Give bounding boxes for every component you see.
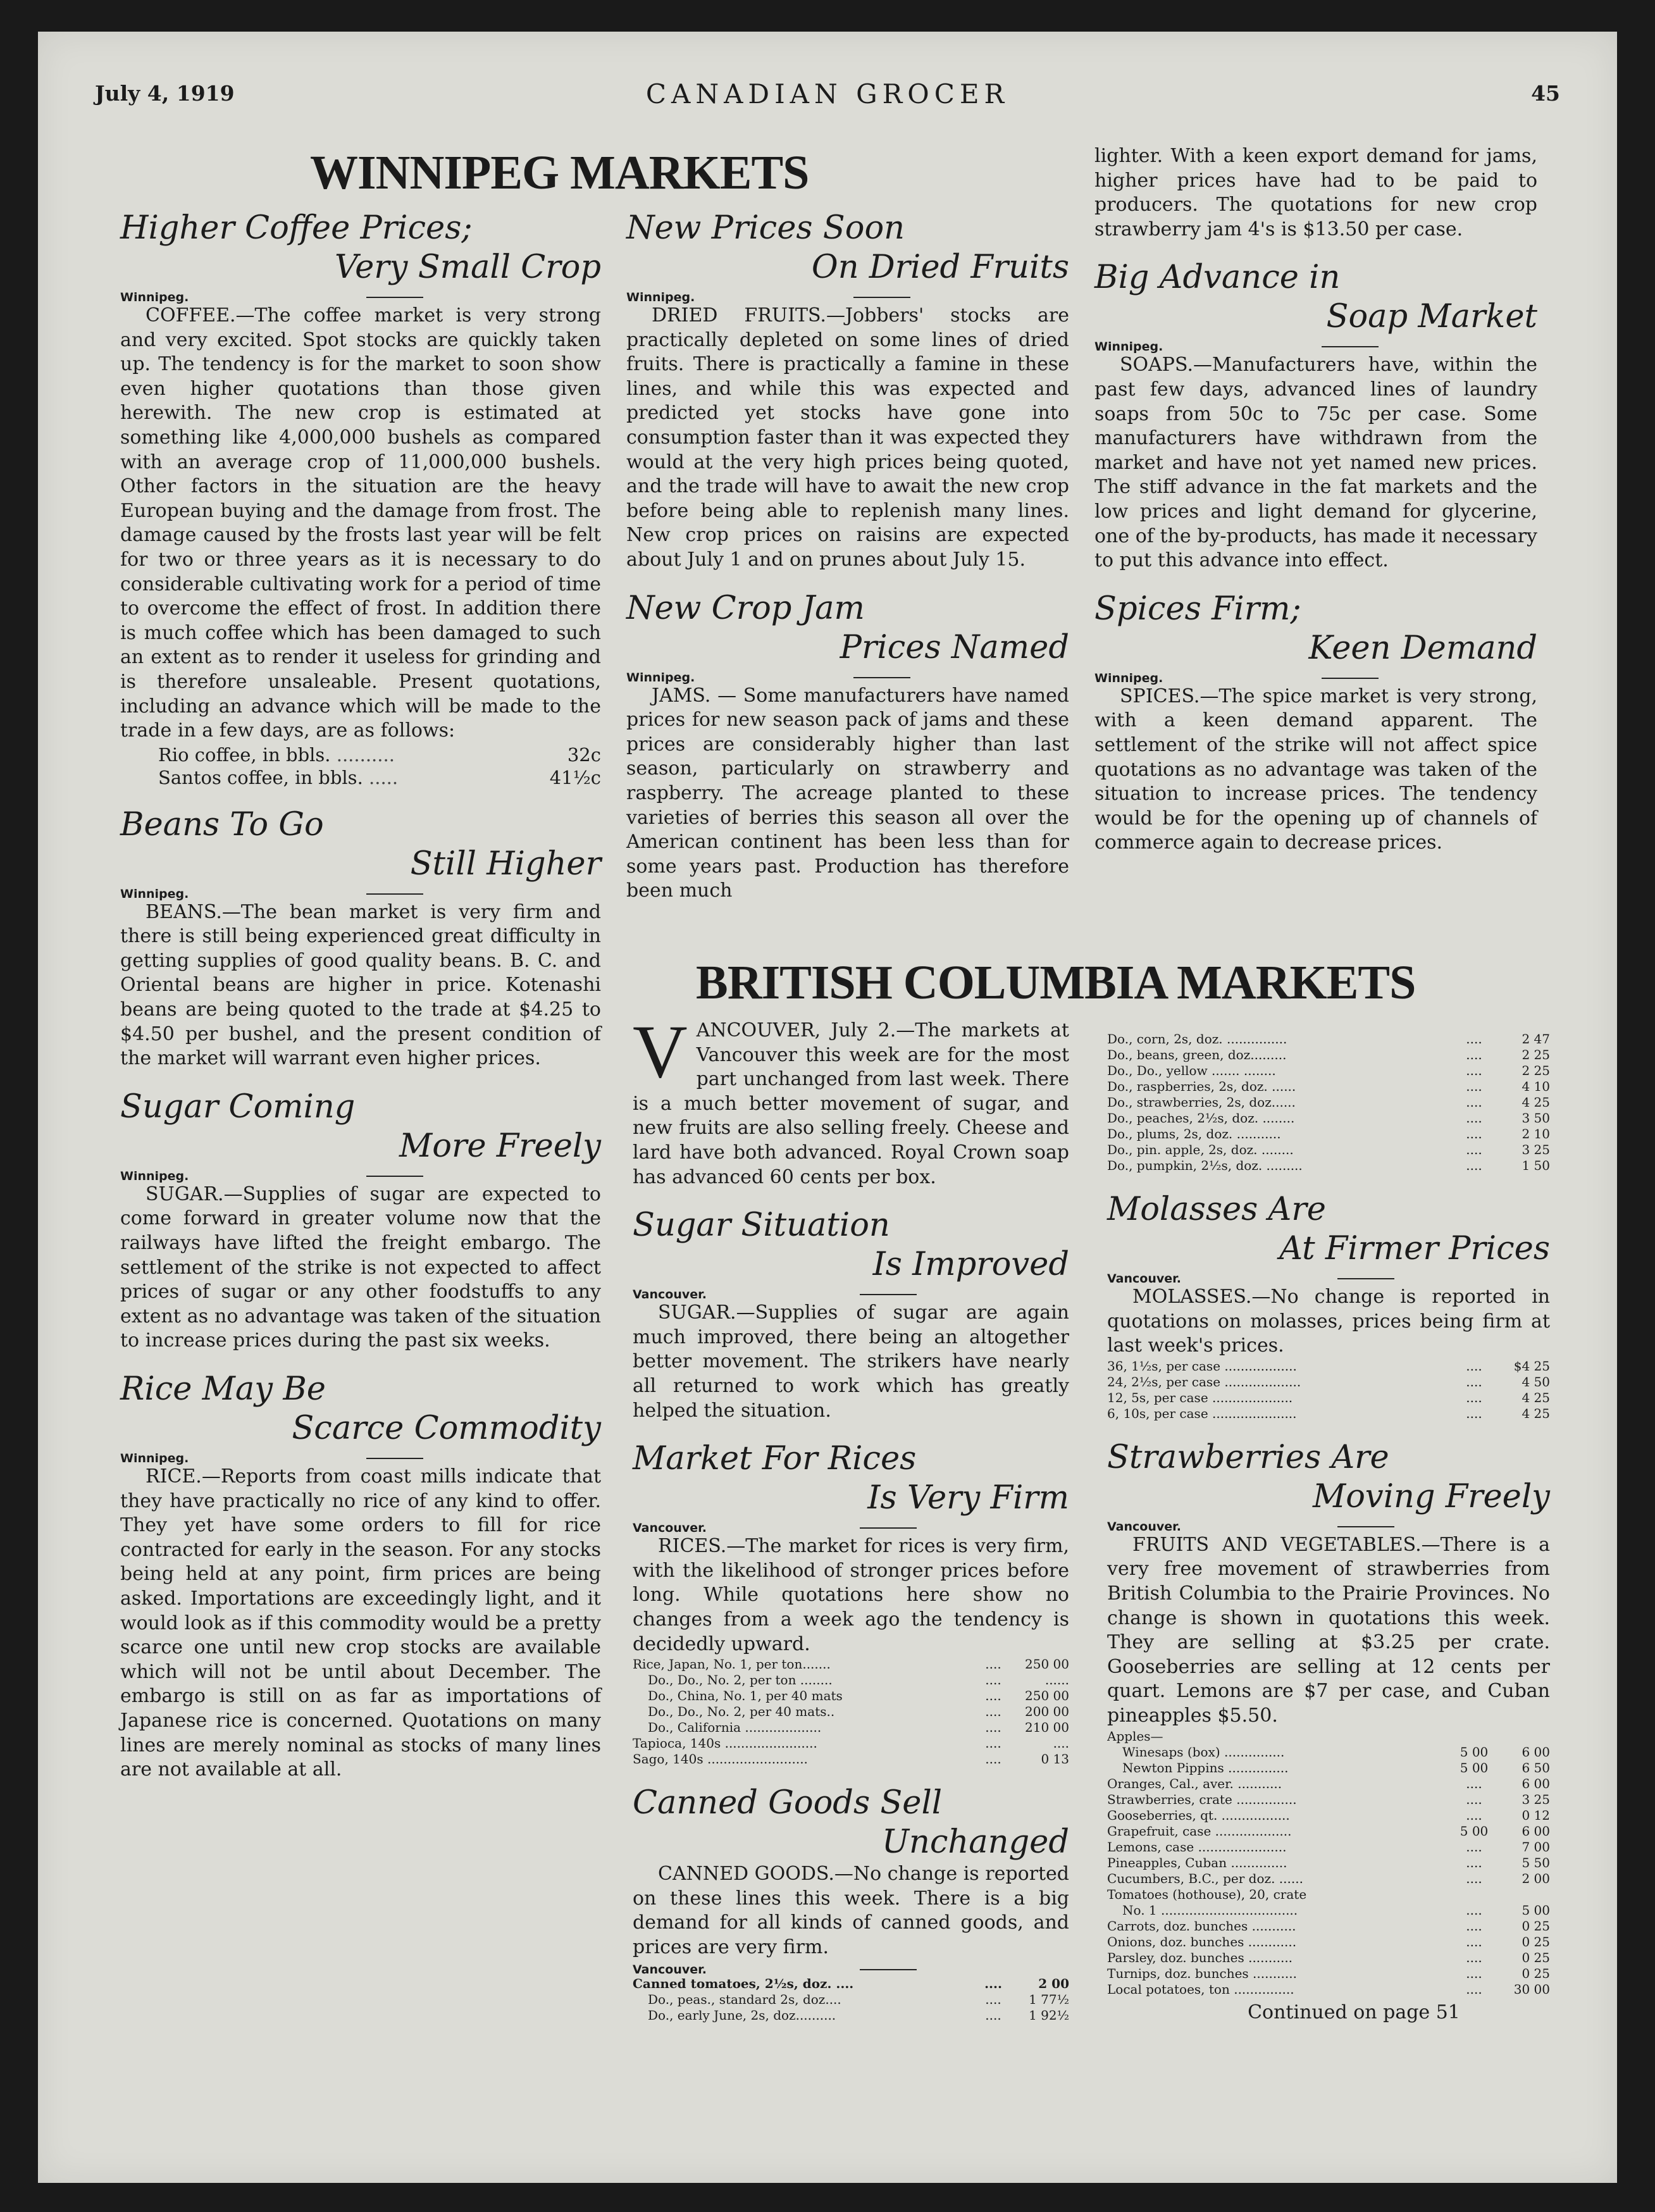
bc-intro: [633, 1009, 1069, 1190]
leader-dots: .....: [369, 766, 399, 788]
article-rices-bc: [633, 1439, 1069, 1767]
article-jam: [626, 589, 1069, 904]
price-col-b: 5 00: [1522, 1902, 1550, 1918]
price-table-row: [1107, 1950, 1550, 1966]
price-col-b: 1 50: [1522, 1158, 1550, 1173]
price-col-a: 5 00: [1460, 1823, 1489, 1839]
article-fruits: [1107, 1438, 1550, 2023]
article-body: RICES.—The market for rices is very firm, with the likelihood of stronger prices before long. While quotations here show no changes from a week ago the tendency is decidedly upward.: [633, 1535, 1069, 1655]
article-heading-line2: At Firmer Prices: [1279, 1230, 1550, 1267]
dateline: Vancouver.: [633, 1963, 707, 1977]
price-value: 32c: [567, 743, 601, 766]
price-table-row: [1107, 1110, 1550, 1126]
price-col-a: ....: [1466, 1079, 1482, 1094]
heading-rule: [853, 297, 910, 298]
price-table-row: [1107, 1776, 1550, 1792]
price-col-b: $4 25: [1513, 1358, 1550, 1374]
rice-price-table: [633, 1656, 1069, 1767]
article-heading-line1: Sugar Situation: [633, 1207, 890, 1245]
article-heading-line1: Spices Firm;: [1094, 590, 1301, 628]
heading-rule: [853, 677, 910, 678]
price-table-row: [633, 1688, 1069, 1704]
price-table-row: [1107, 1792, 1550, 1808]
price-col-b: ......: [1044, 1672, 1069, 1688]
price-col-a: ....: [1466, 1775, 1482, 1791]
price-col-a: ....: [1466, 1374, 1482, 1389]
dateline: Vancouver.: [1107, 1272, 1182, 1286]
item-name: Do., plums, 2s, doz. ...........: [1107, 1126, 1281, 1141]
price-table-row: [1107, 1142, 1550, 1158]
price-table-row: [1107, 1729, 1550, 1744]
price-col-b: 2 25: [1522, 1063, 1550, 1078]
article-body: CANNED GOODS.—No change is reported on these lines this week. There is a big demand for all kinds of canned goods, and prices are very firm.: [633, 1863, 1069, 1958]
price-table-row: [1107, 1839, 1550, 1855]
running-head: [95, 78, 1560, 125]
article-heading-line2: Prices Named: [840, 628, 1069, 666]
item-name: Oranges, Cal., aver. ...........: [1107, 1775, 1282, 1791]
price-col-a: ....: [1466, 1839, 1482, 1855]
price-col-a: ....: [985, 1751, 1001, 1767]
price-col-a: ....: [1466, 1934, 1482, 1949]
item-name: Tapioca, 140s .......................: [633, 1736, 817, 1751]
article-canned-goods: [633, 1784, 1069, 2023]
price-col-b: 210 00: [1025, 1720, 1069, 1736]
price-col-a: ....: [1466, 1110, 1482, 1126]
item-name: Local potatoes, ton ...............: [1107, 1981, 1294, 1997]
price-col-b: 7 00: [1522, 1839, 1550, 1855]
article-heading-line2: Soap Market: [1326, 298, 1537, 336]
price-col-b: 4 25: [1522, 1095, 1550, 1110]
price-col-b: 3 25: [1522, 1791, 1550, 1807]
continued-note: Continued on page 51: [1248, 2001, 1460, 2023]
price-col-a: ....: [1466, 1949, 1482, 1965]
article-heading-line2: Is Improved: [872, 1246, 1069, 1284]
price-col-a: ....: [1466, 1870, 1482, 1886]
article-sugar-winnipeg: [120, 1088, 601, 1353]
item-name: Do., corn, 2s, doz. ...............: [1107, 1031, 1287, 1047]
dateline: Winnipeg.: [626, 670, 695, 685]
price-col-b: 0 13: [1041, 1751, 1069, 1767]
item-name: Do., Do., No. 2, per 40 mats..: [648, 1704, 835, 1720]
price-table-row: [1107, 1158, 1550, 1174]
article-body: MOLASSES.—No change is reported in quotations on molasses, prices being firm at last week's prices.: [1107, 1286, 1550, 1357]
price-col-a: [1455, 1887, 1493, 1903]
column-2-top: [626, 209, 1069, 904]
price-table-row: [1107, 1982, 1550, 1998]
price-col-b: 2 00: [1522, 1870, 1550, 1886]
price-table-row: [633, 1992, 1069, 2008]
price-col-a: ....: [1466, 1031, 1482, 1047]
price-table-row: [1107, 1079, 1550, 1095]
price-col-a: ....: [985, 2008, 1001, 2023]
price-col-a: 5 00: [1460, 1744, 1489, 1760]
fruits-price-table: [1107, 1729, 1550, 1998]
magazine-page: [38, 32, 1617, 2183]
price-col-b: 0 25: [1522, 1965, 1550, 1981]
price-table-row: [633, 1751, 1069, 1767]
heading-rule: [366, 297, 423, 298]
price-col-b: 6 00: [1522, 1823, 1550, 1839]
price-table-row: [1107, 1095, 1550, 1110]
issue-date: July 4, 1919: [95, 81, 235, 106]
article-heading-line1: New Crop Jam: [626, 589, 865, 627]
price-col-a: ....: [985, 1672, 1001, 1688]
heading-rule: [1337, 1278, 1394, 1279]
heading-rule: [860, 1527, 917, 1529]
dateline: Winnipeg.: [626, 290, 695, 304]
bc-column-3: [1107, 1031, 1550, 2023]
price-col-a: ....: [985, 1688, 1001, 1704]
price-col-a: ....: [1466, 1358, 1482, 1374]
price-col-b: 0 12: [1522, 1807, 1550, 1823]
item-name: Cucumbers, B.C., per doz. ......: [1107, 1870, 1303, 1886]
item-name: Do., pumpkin, 2½s, doz. .........: [1107, 1158, 1303, 1173]
price-table-row: [1107, 1918, 1550, 1934]
price-col-b: 2 47: [1522, 1031, 1550, 1047]
article-heading-line1: Canned Goods Sell: [633, 1784, 943, 1822]
item-name: Rice, Japan, No. 1, per ton.......: [633, 1656, 831, 1672]
price-col-b: 250 00: [1025, 1656, 1069, 1672]
item-name: Lemons, case ......................: [1107, 1839, 1287, 1855]
dateline: Winnipeg.: [120, 1451, 189, 1465]
article-heading-line2: On Dried Fruits: [811, 249, 1069, 286]
price-col-b: 4 25: [1522, 1389, 1550, 1405]
item-name: Do., Do., yellow ....... ........: [1107, 1063, 1276, 1078]
price-col-a: ....: [1466, 1981, 1482, 1997]
article-body: ANCOUVER, July 2.—The markets at Vancouver this week are for the most part unchanged from last week. There is a much better movement of sugar, and new fruits are also selling freely. Cheese and lard have both advanced. Royal Crown soap has advanced 60 cents per box.: [633, 1019, 1069, 1188]
article-heading-line1: Strawberries Are: [1107, 1438, 1389, 1476]
item-name: 24, 2½s, per case ...................: [1107, 1374, 1301, 1389]
drop-cap: V: [633, 1009, 688, 1093]
price-table-row: [1107, 1063, 1550, 1079]
article-body-continued: lighter. With a keen export demand for jams, higher prices have had to be paid to producers. The quotations for new crop strawberry jam 4's is $13.50 per case.: [1094, 145, 1537, 240]
price-table-row: [1107, 1760, 1550, 1776]
item-name: Sago, 140s .........................: [633, 1751, 808, 1767]
price-col-a: ....: [1466, 1158, 1482, 1173]
price-col-b: 6 50: [1522, 1760, 1550, 1775]
item-name: Canned tomatoes, 2½s, doz. ....: [633, 1976, 854, 1992]
item-name: Gooseberries, qt. .................: [1107, 1807, 1290, 1823]
heading-rule: [366, 893, 423, 895]
price-table-row: [633, 1720, 1069, 1736]
price-col-a: ....: [985, 1992, 1001, 2008]
price-col-a: ....: [1466, 1389, 1482, 1405]
price-table-row: [1107, 1374, 1550, 1390]
item-name: No. 1 ..................................: [1122, 1902, 1298, 1918]
price-col-a: ....: [1466, 1063, 1482, 1078]
bc-column-2: [633, 1009, 1069, 2023]
price-table-row: [1107, 1903, 1550, 1918]
article-spices: [1094, 590, 1537, 855]
publication-title: CANADIAN GROCER: [645, 78, 1010, 109]
article-body: JAMS. — Some manufacturers have named prices for new season pack of jams and these prices are considerably higher than last season, particularly on strawberry and raspberry. The acreage planted to these varieties of berries this season all over the American continent has been less than for some years past. Production has therefore been much: [626, 684, 1069, 902]
price-item-name: Rio coffee, in bbls.: [158, 743, 331, 766]
item-name: Apples—: [1107, 1728, 1163, 1744]
article-soap: [1094, 258, 1537, 573]
price-col-a: ....: [985, 1656, 1001, 1672]
price-col-b: 0 25: [1522, 1949, 1550, 1965]
price-col-b: 2 10: [1522, 1126, 1550, 1141]
price-table-row: [1107, 1966, 1550, 1982]
leader-dots: ..........: [336, 743, 395, 766]
article-heading-line2: Is Very Firm: [867, 1479, 1069, 1517]
item-name: Grapefruit, case ...................: [1107, 1823, 1292, 1839]
item-name: 12, 5s, per case ....................: [1107, 1389, 1293, 1405]
price-value: 41½c: [549, 766, 601, 788]
article-heading-line2: Very Small Crop: [334, 249, 601, 286]
price-col-b: [1493, 1887, 1550, 1903]
price-col-b: 1 92½: [1029, 2008, 1069, 2023]
price-table-row: [633, 1656, 1069, 1672]
price-table-row: [1107, 1031, 1550, 1047]
item-name: Strawberries, crate ...............: [1107, 1791, 1297, 1807]
item-name: Tomatoes (hothouse), 20, crate: [1107, 1886, 1307, 1902]
article-body: BEANS.—The bean market is very firm and there is still being experienced great difficulty in getting supplies of good quality beans. B. C. and Oriental beans are higher in price. Kotenashi beans are being quoted to the trade at $4.25 to $4.50 per bushel, and the present condition of the market will warrant even higher prices.: [120, 900, 601, 1070]
article-heading-line1: Market For Rices: [633, 1440, 917, 1478]
item-name: 6, 10s, per case .....................: [1107, 1405, 1297, 1421]
price-col-a: ....: [1466, 1791, 1482, 1807]
price-col-b: ....: [1053, 1736, 1069, 1751]
article-body: RICE.—Reports from coast mills indicate that they have practically no rice of any kind to offer. They yet have some orders to fill for rice contracted for early in the season. For any stocks being held at any point, firm prices are being asked. Importations are exceedingly light, and it would look as if this commodity would be a pretty scarce one until new crop stocks are available which will not be until about December. The embargo is still on as far as importations of Japanese rice is concerned. Quotations on many lines are merely nominal as stocks of many lines are not available at all.: [120, 1465, 601, 1781]
heading-rule: [1322, 678, 1379, 679]
price-col-b: 6 00: [1522, 1744, 1550, 1760]
molasses-price-table: [1107, 1358, 1550, 1422]
page-number: 45: [1531, 81, 1560, 106]
price-table-row: [1107, 1406, 1550, 1422]
price-col-a: ....: [985, 1720, 1001, 1736]
price-col-b: 6 00: [1522, 1775, 1550, 1791]
price-col-a: ....: [985, 1704, 1001, 1720]
article-heading-line2: Scarce Commodity: [292, 1410, 601, 1447]
price-table-row: [1107, 1855, 1550, 1871]
heading-rule: [1322, 346, 1379, 347]
article-body: SUGAR.—Supplies of sugar are expected to come forward in greater volume now that the railways have lifted the freight embargo. The settlement of the strike is not expected to affect prices of sugar or any other foodstuffs to any extent as no advantage was taken of the situation to increase prices during the past six weeks.: [120, 1183, 601, 1352]
article-heading-line1: Big Advance in: [1094, 259, 1341, 297]
article-beans: [120, 805, 601, 1071]
price-table-row: [633, 1704, 1069, 1720]
price-table-row: [1107, 1358, 1550, 1374]
price-col-a: ....: [1466, 1126, 1482, 1141]
heading-rule: [860, 1294, 917, 1295]
article-heading-line2: Moving Freely: [1312, 1477, 1550, 1515]
article-body: SUGAR.—Supplies of sugar are again much improved, there being an altogether better movement. The strikers have nearly all returned to work which has greatly helped the situation.: [633, 1302, 1069, 1422]
article-heading-line1: Rice May Be: [120, 1370, 326, 1408]
price-col-a: ....: [1466, 1095, 1482, 1110]
price-row: [120, 743, 601, 766]
article-dried-fruits: [626, 209, 1069, 573]
item-name: Do., pin. apple, 2s, doz. ........: [1107, 1142, 1294, 1157]
price-col-a: ....: [1466, 1047, 1482, 1062]
article-heading-line1: Beans To Go: [120, 805, 324, 843]
item-name: Turnips, doz. bunches ...........: [1107, 1965, 1297, 1981]
price-col-b: 4 50: [1522, 1374, 1550, 1389]
item-name: Do., raspberries, 2s, doz. ......: [1107, 1079, 1296, 1094]
article-heading-line2: Still Higher: [410, 845, 601, 883]
article-body: COFFEE.—The coffee market is very strong and very excited. Spot stocks are quickly taken up. The tendency is for the market to soon show even higher quotations than those given herewith. The new crop is estimated at something like 4,000,000 bushels as compared with an average crop of 11,000,000 bushels. Other factors in the situation are the heavy European buying and the damage from frost. The damage caused by the frosts last year will be felt for two or three years as it is necessary to do considerable cultivating work for a period of time to overcome the effect of frost. In addition there is much coffee which has been damaged to such an extent as to render it useless for grinding and is therefore unsaleable. Present quotations, including an advance which will be made to the trade in a few days, are as follows:: [120, 304, 601, 742]
heading-rule: [366, 1176, 423, 1177]
price-col-b: 4 25: [1522, 1405, 1550, 1421]
heading-rule: [1337, 1526, 1394, 1527]
bc-markets-title: BRITISH COLUMBIA MARKETS: [696, 956, 1416, 1009]
price-col-b: 3 25: [1522, 1142, 1550, 1157]
price-col-a: ....: [984, 1976, 1002, 1992]
article-body: FRUITS AND VEGETABLES.—There is a very free movement of strawberries from British Columbia to the Prairie Provinces. No change is shown in quotations this week. They are selling at $3.25 per crate. Gooseberries are selling at 12 cents per quart. Lemons are $7 per case, and Cuban pineapples $5.50.: [1107, 1533, 1550, 1727]
item-name: Do., China, No. 1, per 40 mats: [648, 1688, 843, 1704]
article-heading-line1: Higher Coffee Prices;: [120, 209, 473, 247]
price-col-a: ....: [1466, 1405, 1482, 1421]
heading-rule: [860, 1969, 917, 1970]
canned-price-table-continued: [1107, 1031, 1550, 1174]
price-col-a: ....: [1466, 1918, 1482, 1934]
article-heading-line1: Sugar Coming: [120, 1088, 356, 1126]
column-1: [120, 209, 601, 1782]
dateline: Vancouver.: [1107, 1519, 1182, 1534]
dateline: Winnipeg.: [120, 886, 189, 901]
article-heading-line2: More Freely: [399, 1127, 601, 1165]
article-heading-line1: Molasses Are: [1107, 1191, 1326, 1228]
article-body: SOAPS.—Manufacturers have, within the past few days, advanced lines of laundry soaps from 50c to 75c per case. Some manufacturers have withdrawn from the market and have not yet named new prices. The stiff advance in the fat markets and the low prices and light demand for glycerine, one of the by-products, has made it necessary to put this advance into effect.: [1094, 354, 1537, 572]
price-col-b: 200 00: [1025, 1704, 1069, 1720]
price-col-a: ....: [1466, 1855, 1482, 1870]
price-col-a: ....: [1466, 1807, 1482, 1823]
price-col-b: 5 50: [1522, 1855, 1550, 1870]
dateline: Winnipeg.: [1094, 671, 1163, 685]
price-item-name: Santos coffee, in bbls.: [158, 766, 363, 788]
article-body: DRIED FRUITS.—Jobbers' stocks are practically depleted on some lines of dried fruits. There is practically a famine in these lines, and while this was expected and predicted yet stocks have gone into consumption faster than it was expected they would at the very high prices being quoted, and the trade will have to await the new crop before being able to replenish many lines. New crop prices on raisins are expected about July 1 and on prunes about July 15.: [626, 304, 1069, 571]
item-name: Do., beans, green, doz.........: [1107, 1047, 1287, 1062]
price-col-b: 0 25: [1522, 1918, 1550, 1934]
price-table-row: [633, 2008, 1069, 2023]
article-heading-line2: Unchanged: [882, 1824, 1069, 1861]
item-name: Winesaps (box) ...............: [1122, 1744, 1285, 1760]
item-name: Pineapples, Cuban ..............: [1107, 1855, 1287, 1870]
article-heading-line1: New Prices Soon: [626, 209, 905, 247]
item-name: 36, 1½s, per case ..................: [1107, 1358, 1297, 1374]
dateline: Vancouver.: [633, 1288, 707, 1302]
price-table-row: [1107, 1390, 1550, 1406]
price-col-b: 0 25: [1522, 1934, 1550, 1949]
price-table-row: [1107, 1887, 1550, 1903]
item-name: Parsley, doz. bunches ...........: [1107, 1949, 1293, 1965]
price-row: [120, 766, 601, 789]
item-name: Do., California ...................: [648, 1720, 822, 1736]
item-name: Onions, doz. bunches ............: [1107, 1934, 1297, 1949]
dateline: Winnipeg.: [120, 1169, 189, 1183]
item-name: Do., peas., standard 2s, doz....: [648, 1992, 841, 2008]
article-body: SPICES.—The spice market is very strong, with a keen demand apparent. The settlement of the strike will not affect spice quotations as no advantage was taken of the situation to increase prices. The tendency would be for the opening up of channels of commerce again to decrease prices.: [1094, 685, 1537, 854]
item-name: Do., peaches, 2½s, doz. ........: [1107, 1110, 1295, 1126]
price-col-b: 3 50: [1522, 1110, 1550, 1126]
price-col-b: [1493, 1729, 1550, 1744]
price-table-row: [1107, 1047, 1550, 1063]
price-table-row: [1107, 1126, 1550, 1142]
price-col-b: 2 00: [1038, 1976, 1069, 1992]
price-col-b: 1 77½: [1029, 1992, 1069, 2008]
price-col-a: [1455, 1729, 1493, 1744]
price-table-row: [1107, 1871, 1550, 1887]
item-name: Do., early June, 2s, doz..........: [648, 2008, 836, 2023]
heading-rule: [366, 1458, 423, 1459]
price-col-a: ....: [1466, 1142, 1482, 1157]
price-table-row: [1107, 1824, 1550, 1839]
price-table-row: [633, 1976, 1069, 1992]
item-name: Carrots, doz. bunches ...........: [1107, 1918, 1296, 1934]
price-col-a: ....: [1466, 1965, 1482, 1981]
price-col-b: 30 00: [1513, 1981, 1550, 1997]
dateline: Winnipeg.: [1094, 340, 1163, 354]
price-table-row: [1107, 1934, 1550, 1950]
price-col-a: ....: [985, 1736, 1001, 1751]
column-3-top: [1094, 144, 1537, 855]
article-rice-winnipeg: [120, 1370, 601, 1782]
item-name: Newton Pippins ...............: [1122, 1760, 1289, 1775]
price-table-row: [633, 1736, 1069, 1751]
article-heading-line2: Keen Demand: [1308, 629, 1537, 667]
canned-price-table: [633, 1976, 1069, 2023]
price-col-b: 2 25: [1522, 1047, 1550, 1062]
article-sugar-bc: [633, 1206, 1069, 1423]
dateline: Winnipeg.: [120, 290, 189, 304]
dateline: Vancouver.: [633, 1521, 707, 1536]
article-molasses: [1107, 1190, 1550, 1422]
price-col-b: 250 00: [1025, 1688, 1069, 1704]
article-coffee: [120, 209, 601, 789]
price-table-row: [1107, 1808, 1550, 1824]
price-table-row: [633, 1672, 1069, 1688]
winnipeg-markets-title: WINNIPEG MARKETS: [310, 146, 809, 199]
item-name: Do., Do., No. 2, per ton ........: [648, 1672, 833, 1688]
item-name: Do., strawberries, 2s, doz......: [1107, 1095, 1296, 1110]
price-col-a: ....: [1466, 1902, 1482, 1918]
price-col-b: 4 10: [1522, 1079, 1550, 1094]
price-col-a: 5 00: [1460, 1760, 1489, 1775]
price-table-row: [1107, 1744, 1550, 1760]
